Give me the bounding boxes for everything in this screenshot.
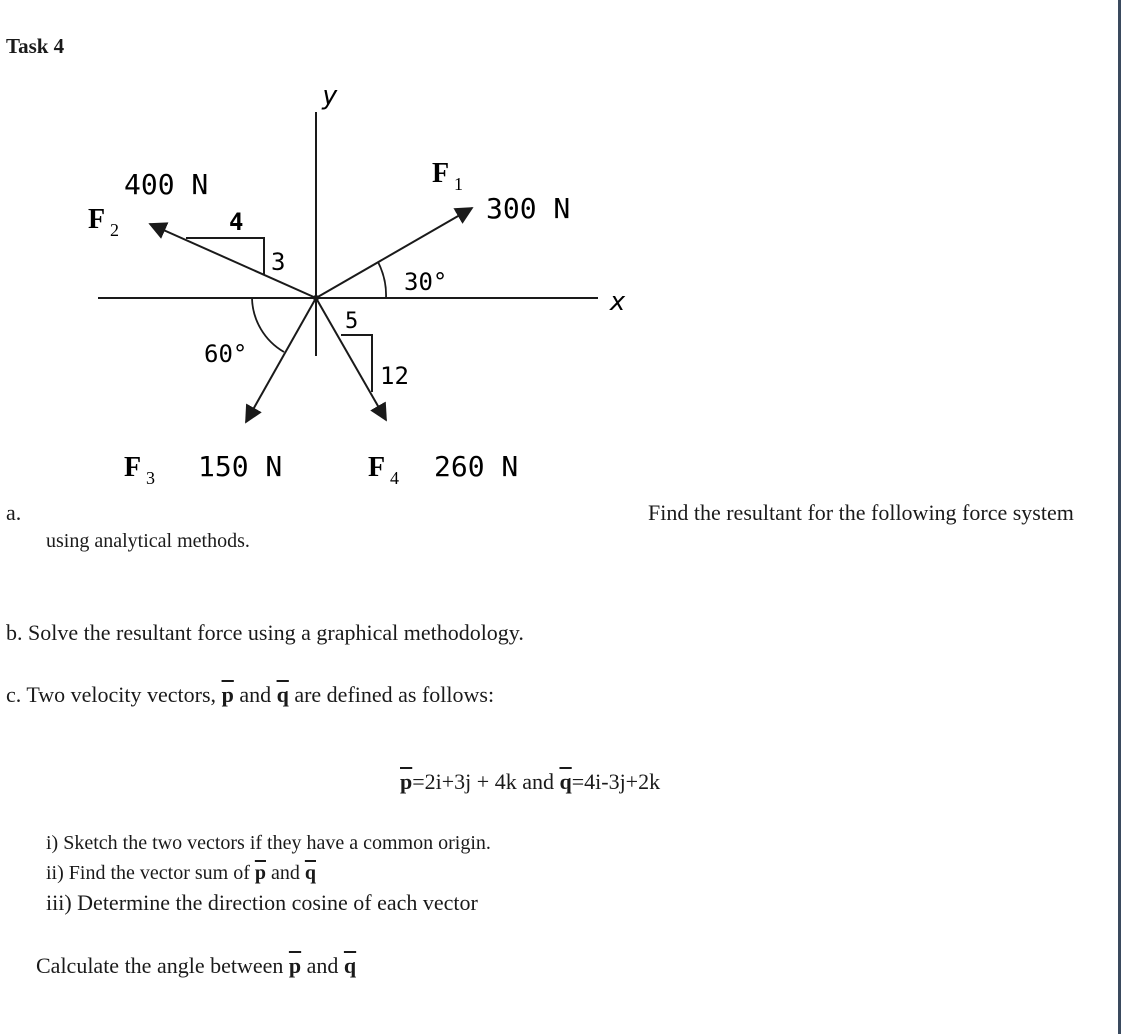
part-a-line2: using analytical methods.: [46, 530, 250, 552]
task-title: Task 4: [6, 34, 65, 58]
f3-magnitude: 150 N: [198, 450, 283, 483]
page-right-border: [1118, 0, 1121, 1034]
subitem-iii: iii) Determine the direction cosine of each vector: [46, 890, 478, 915]
subitem-ii-and: and: [270, 862, 300, 884]
force-diagram: [0, 0, 700, 500]
part-a-line1: Find the resultant for the following force system: [648, 500, 1074, 525]
f1-magnitude: 300 N: [486, 192, 571, 225]
f4-slope-horizontal: 5: [345, 309, 359, 334]
equation-p-expression: =2i+3j + 4k and: [412, 769, 554, 794]
equation-q-expression: =4i-3j+2k: [571, 769, 661, 794]
force-f3-arrow: [246, 298, 316, 422]
f4-subscript: 4: [390, 468, 399, 488]
part-c-text: [6, 682, 494, 708]
subitem-ii-prefix: ii) Find the vector sum of: [46, 862, 250, 884]
vector-q-symbol: $\overline{q}$: [276, 682, 289, 707]
subitem-i: i) Sketch the two vectors if they have a common origin.: [46, 832, 491, 854]
final-q-symbol: $\overline{q}$: [343, 953, 357, 978]
vector-p-symbol: $\overline{p}$: [221, 682, 234, 707]
f3-label: F: [124, 452, 142, 483]
f2-slope-vertical: 3: [271, 248, 286, 276]
x-axis-label: x: [610, 287, 626, 317]
f4-magnitude: 260 N: [434, 450, 519, 483]
subitem-ii: [46, 862, 316, 885]
subitem-ii-q-symbol: $\overline{q}$: [304, 862, 316, 884]
equation-q-symbol: $\overline{q}$: [559, 769, 572, 794]
final-p-symbol: $\overline{p}$: [288, 953, 302, 978]
part-b-text: b. Solve the resultant force using a graphical methodology.: [6, 620, 524, 645]
f2-label: F: [88, 204, 106, 235]
f1-label: F: [432, 158, 450, 189]
f3-angle-label: 60°: [204, 340, 248, 368]
part-c-and: and: [239, 682, 272, 707]
f4-slope-triangle: [341, 335, 372, 392]
vector-equation: [400, 769, 660, 795]
f1-angle-label: 30°: [404, 268, 448, 296]
f1-angle-arc: [378, 262, 386, 298]
f2-subscript: 2: [110, 220, 119, 240]
part-a-marker: a.: [6, 500, 22, 525]
f3-subscript: 3: [146, 468, 155, 488]
f2-slope-horizontal: 4: [229, 208, 244, 236]
f2-magnitude: 400 N: [124, 168, 209, 201]
part-c-prefix: c. Two velocity vectors,: [6, 682, 217, 707]
f1-subscript: 1: [454, 174, 463, 194]
f4-slope-vertical: 12: [380, 362, 409, 390]
origin-point: [313, 295, 319, 301]
final-and: and: [306, 953, 339, 978]
final-prefix: Calculate the angle between: [36, 953, 284, 978]
equation-p-symbol: $\overline{p}$: [400, 769, 413, 794]
part-c-suffix: are defined as follows:: [294, 682, 495, 707]
subitem-ii-p-symbol: $\overline{p}$: [254, 862, 266, 884]
y-axis-label: y: [322, 81, 338, 111]
final-question: [36, 953, 356, 979]
f4-label: F: [368, 452, 386, 483]
force-f1-arrow: [316, 208, 472, 298]
f3-angle-arc: [252, 298, 284, 352]
